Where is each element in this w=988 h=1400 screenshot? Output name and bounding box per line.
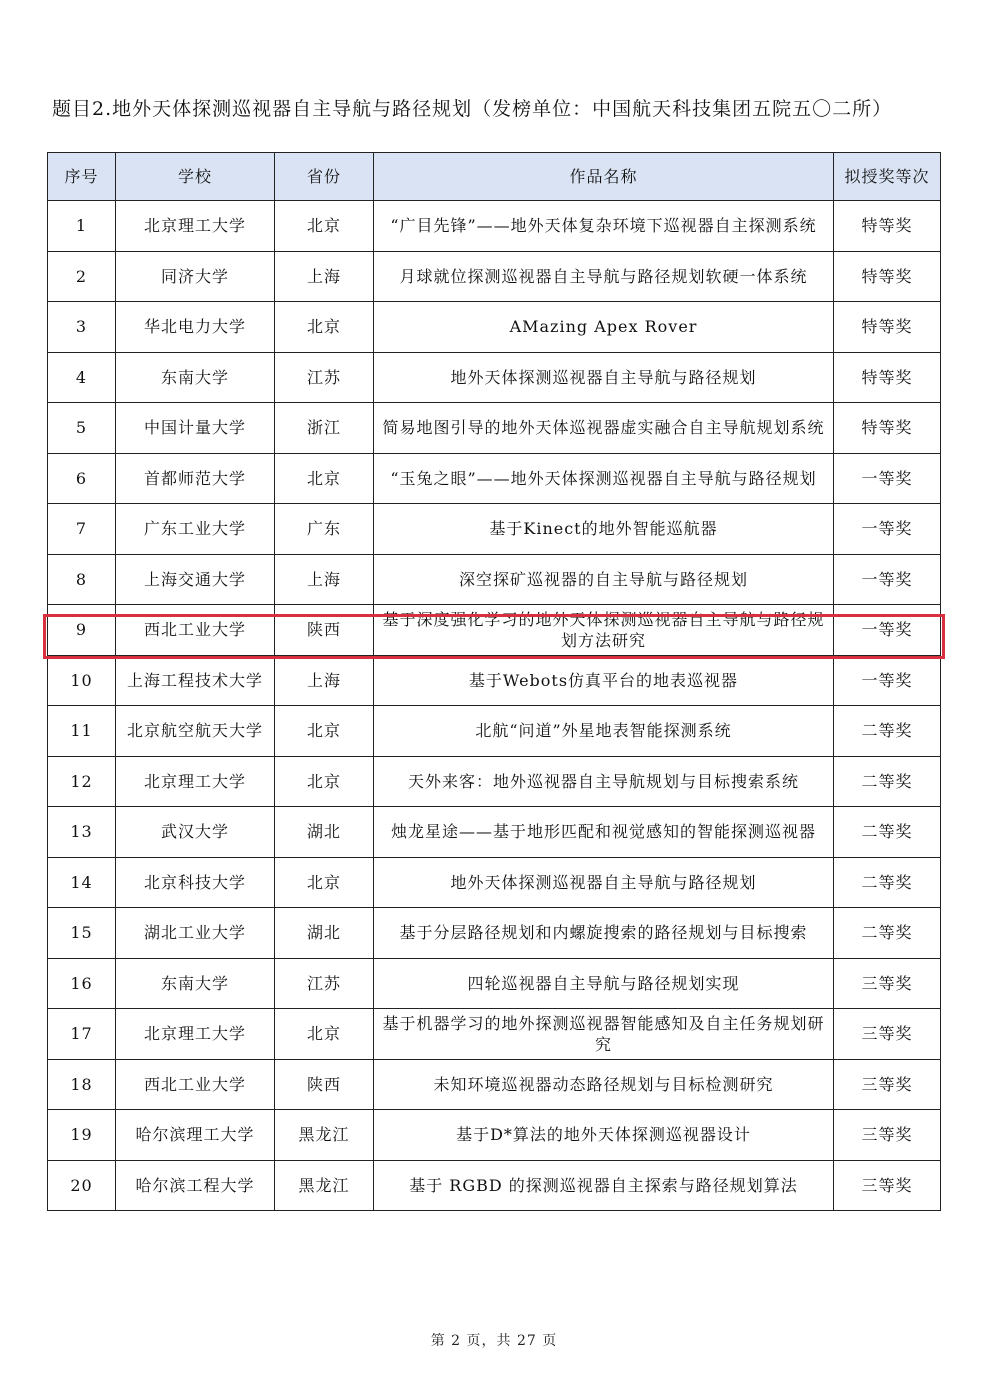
table-row — [48, 403, 941, 454]
cell-school: 西北工业大学 — [116, 1059, 275, 1110]
table-row — [48, 958, 941, 1009]
cell-award: 特等奖 — [834, 403, 941, 454]
table-row — [48, 605, 941, 656]
cell-award: 二等奖 — [834, 756, 941, 807]
page-footer: 第 2 页，共 27 页 — [430, 1333, 558, 1349]
table-row — [48, 807, 941, 858]
cell-work-title: 四轮巡视器自主导航与路径规划实现 — [374, 958, 834, 1009]
cell-award: 三等奖 — [834, 1110, 941, 1161]
cell-work-title: 烛龙星途——基于地形匹配和视觉感知的智能探测巡视器 — [374, 807, 834, 858]
cell-school: 中国计量大学 — [116, 403, 275, 454]
cell-province: 北京 — [275, 201, 374, 252]
table-row — [48, 756, 941, 807]
cell-number: 11 — [48, 706, 116, 757]
cell-award: 二等奖 — [834, 807, 941, 858]
table-row — [48, 1110, 941, 1161]
cell-work-title: 基于 RGBD 的探测巡视器自主探索与路径规划算法 — [374, 1160, 834, 1211]
cell-province: 湖北 — [275, 807, 374, 858]
cell-work-title: 基于Webots仿真平台的地表巡视器 — [374, 655, 834, 706]
table-row — [48, 352, 941, 403]
cell-work-title: 基于D*算法的地外天体探测巡视器设计 — [374, 1110, 834, 1161]
cell-work-title: “广目先锋”——地外天体复杂环境下巡视器自主探测系统 — [374, 201, 834, 252]
cell-province: 湖北 — [275, 908, 374, 959]
cell-province: 上海 — [275, 251, 374, 302]
cell-award: 三等奖 — [834, 1009, 941, 1060]
cell-school: 东南大学 — [116, 352, 275, 403]
cell-number: 12 — [48, 756, 116, 807]
cell-province: 浙江 — [275, 403, 374, 454]
cell-province: 陕西 — [275, 1059, 374, 1110]
cell-school: 北京理工大学 — [116, 1009, 275, 1060]
cell-award: 一等奖 — [834, 655, 941, 706]
cell-award: 特等奖 — [834, 302, 941, 353]
cell-province: 陕西 — [275, 605, 374, 656]
cell-school: 上海工程技术大学 — [116, 655, 275, 706]
table-row — [48, 201, 941, 252]
cell-school: 首都师范大学 — [116, 453, 275, 504]
cell-work-title: 未知环境巡视器动态路径规划与目标检测研究 — [374, 1059, 834, 1110]
cell-work-title: 基于Kinect的地外智能巡航器 — [374, 504, 834, 555]
cell-school: 北京航空航天大学 — [116, 706, 275, 757]
table-row — [48, 908, 941, 959]
cell-work-title: AMazing Apex Rover — [374, 302, 834, 353]
cell-province: 黑龙江 — [275, 1160, 374, 1211]
table-row — [48, 1009, 941, 1060]
table-header-row — [48, 153, 941, 201]
cell-work-title: 基于机器学习的地外探测巡视器智能感知及自主任务规划研究 — [374, 1009, 834, 1060]
cell-province: 黑龙江 — [275, 1110, 374, 1161]
awards-table — [47, 152, 941, 1211]
cell-award: 二等奖 — [834, 857, 941, 908]
cell-school: 华北电力大学 — [116, 302, 275, 353]
cell-work-title: 简易地图引导的地外天体巡视器虚实融合自主导航规划系统 — [374, 403, 834, 454]
cell-school: 同济大学 — [116, 251, 275, 302]
table-row — [48, 554, 941, 605]
cell-award: 一等奖 — [834, 504, 941, 555]
cell-province: 北京 — [275, 756, 374, 807]
cell-work-title: 天外来客：地外巡视器自主导航规划与目标搜索系统 — [374, 756, 834, 807]
cell-province: 北京 — [275, 706, 374, 757]
cell-award: 三等奖 — [834, 1059, 941, 1110]
cell-province: 北京 — [275, 1009, 374, 1060]
cell-number: 3 — [48, 302, 116, 353]
cell-work-title: 深空探矿巡视器的自主导航与路径规划 — [374, 554, 834, 605]
cell-number: 20 — [48, 1160, 116, 1211]
cell-school: 北京科技大学 — [116, 857, 275, 908]
cell-number: 4 — [48, 352, 116, 403]
table-body — [48, 201, 941, 1211]
cell-award: 特等奖 — [834, 352, 941, 403]
cell-award: 三等奖 — [834, 1160, 941, 1211]
cell-work-title: 月球就位探测巡视器自主导航与路径规划软硬一体系统 — [374, 251, 834, 302]
header-school: 学校 — [116, 153, 275, 201]
header-work-title: 作品名称 — [374, 153, 834, 201]
document-title: 题目2.地外天体探测巡视器自主导航与路径规划（发榜单位：中国航天科技集团五院五〇二所） — [52, 98, 893, 120]
cell-number: 2 — [48, 251, 116, 302]
header-number: 序号 — [48, 153, 116, 201]
cell-number: 1 — [48, 201, 116, 252]
table-row — [48, 1059, 941, 1110]
cell-province: 江苏 — [275, 352, 374, 403]
cell-number: 7 — [48, 504, 116, 555]
cell-number: 6 — [48, 453, 116, 504]
cell-number: 5 — [48, 403, 116, 454]
cell-school: 哈尔滨工程大学 — [116, 1160, 275, 1211]
cell-school: 哈尔滨理工大学 — [116, 1110, 275, 1161]
cell-work-title: 地外天体探测巡视器自主导航与路径规划 — [374, 857, 834, 908]
cell-award: 三等奖 — [834, 958, 941, 1009]
cell-number: 10 — [48, 655, 116, 706]
table-row — [48, 453, 941, 504]
cell-number: 19 — [48, 1110, 116, 1161]
header-award: 拟授奖等次 — [834, 153, 941, 201]
cell-work-title: 北航“问道”外星地表智能探测系统 — [374, 706, 834, 757]
cell-province: 北京 — [275, 857, 374, 908]
header-province: 省份 — [275, 153, 374, 201]
cell-province: 广东 — [275, 504, 374, 555]
cell-award: 一等奖 — [834, 554, 941, 605]
cell-school: 东南大学 — [116, 958, 275, 1009]
cell-award: 特等奖 — [834, 201, 941, 252]
cell-school: 北京理工大学 — [116, 756, 275, 807]
cell-award: 二等奖 — [834, 706, 941, 757]
cell-work-title: 基于分层路径规划和内螺旋搜索的路径规划与目标搜索 — [374, 908, 834, 959]
cell-number: 16 — [48, 958, 116, 1009]
cell-number: 13 — [48, 807, 116, 858]
cell-school: 广东工业大学 — [116, 504, 275, 555]
table-row — [48, 857, 941, 908]
cell-province: 北京 — [275, 302, 374, 353]
cell-school: 西北工业大学 — [116, 605, 275, 656]
cell-number: 9 — [48, 605, 116, 656]
cell-number: 17 — [48, 1009, 116, 1060]
cell-work-title: “玉兔之眼”——地外天体探测巡视器自主导航与路径规划 — [374, 453, 834, 504]
cell-number: 8 — [48, 554, 116, 605]
table-row — [48, 1160, 941, 1211]
cell-number: 15 — [48, 908, 116, 959]
cell-award: 特等奖 — [834, 251, 941, 302]
table-row — [48, 504, 941, 555]
cell-school: 上海交通大学 — [116, 554, 275, 605]
cell-award: 一等奖 — [834, 453, 941, 504]
table-row — [48, 655, 941, 706]
cell-school: 湖北工业大学 — [116, 908, 275, 959]
cell-work-title: 地外天体探测巡视器自主导航与路径规划 — [374, 352, 834, 403]
table-row — [48, 251, 941, 302]
table-row — [48, 706, 941, 757]
cell-province: 北京 — [275, 453, 374, 504]
cell-province: 上海 — [275, 655, 374, 706]
cell-school: 武汉大学 — [116, 807, 275, 858]
cell-province: 上海 — [275, 554, 374, 605]
cell-number: 18 — [48, 1059, 116, 1110]
cell-work-title: 基于深度强化学习的地外天体探测巡视器自主导航与路径规划方法研究 — [374, 605, 834, 656]
cell-school: 北京理工大学 — [116, 201, 275, 252]
table-row — [48, 302, 941, 353]
cell-number: 14 — [48, 857, 116, 908]
cell-award: 一等奖 — [834, 605, 941, 656]
cell-award: 二等奖 — [834, 908, 941, 959]
cell-province: 江苏 — [275, 958, 374, 1009]
